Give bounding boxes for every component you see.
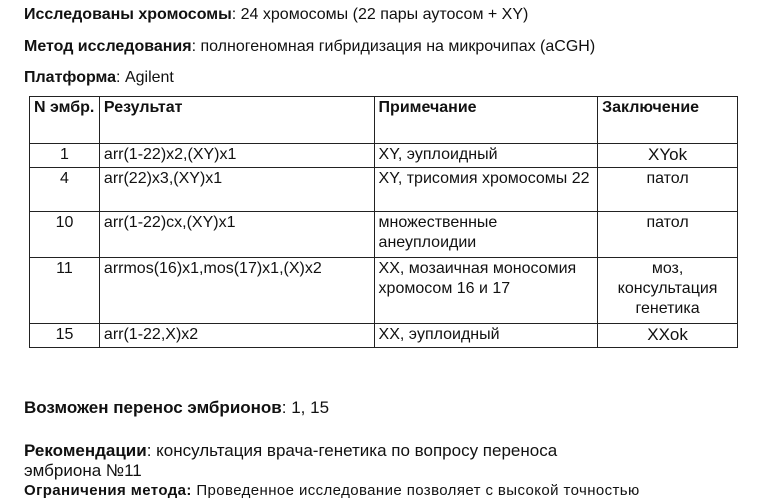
cell-conclusion: XXok bbox=[598, 324, 738, 348]
table-row bbox=[30, 324, 738, 348]
recommendations-value: : консультация врача-генетика по вопросу переноса bbox=[146, 441, 558, 460]
cell-n: 4 bbox=[30, 168, 100, 212]
recommendations-line bbox=[24, 441, 557, 461]
limitations-label: Ограничения метода: bbox=[24, 482, 192, 499]
cell-result: arr(22)x3,(XY)x1 bbox=[99, 168, 374, 212]
recommendations-line-2 bbox=[24, 461, 142, 481]
cell-result: arr(1-22)cx,(XY)x1 bbox=[99, 212, 374, 258]
studied-label: Исследованы хромосомы bbox=[24, 6, 232, 23]
method-value: : полногеномная гибридизация на микрочипах (aCGH) bbox=[191, 38, 596, 55]
cell-n: 10 bbox=[30, 212, 100, 258]
cell-conclusion: патол bbox=[598, 212, 738, 258]
table-row bbox=[30, 144, 738, 168]
col-header-note: Примечание bbox=[374, 97, 598, 144]
cell-note: XX, эуплоидный bbox=[374, 324, 598, 348]
platform-label: Платформа bbox=[24, 69, 117, 86]
method-line bbox=[24, 38, 595, 56]
cell-conclusion: патол bbox=[598, 168, 738, 212]
cell-note: XX, мозаичная моносомия хромосом 16 и 17 bbox=[374, 258, 598, 324]
cell-n: 11 bbox=[30, 258, 100, 324]
studied-value: : 24 хромосомы (22 пары аутосом + XY) bbox=[231, 6, 529, 23]
cell-note: XY, эуплоидный bbox=[374, 144, 598, 168]
transfer-line bbox=[24, 398, 329, 418]
cell-n: 1 bbox=[30, 144, 100, 168]
transfer-value: : 1, 15 bbox=[281, 398, 330, 417]
results-table bbox=[29, 96, 738, 348]
col-header-conclusion: Заключение bbox=[598, 97, 738, 144]
recommendations-label: Рекомендации bbox=[24, 441, 147, 460]
table-row bbox=[30, 168, 738, 212]
platform-value: : Agilent bbox=[116, 69, 174, 86]
table-row bbox=[30, 258, 738, 324]
cell-result: arr(1-22,X)x2 bbox=[99, 324, 374, 348]
transfer-label: Возможен перенос эмбрионов bbox=[24, 398, 282, 417]
col-header-result: Результат bbox=[99, 97, 374, 144]
cell-note: множественные анеуплоидии bbox=[374, 212, 598, 258]
studied-line bbox=[24, 6, 528, 24]
limitations-value: Проведенное исследование позволяет с высокой точностью bbox=[191, 482, 640, 499]
cell-note: XY, трисомия хромосомы 22 bbox=[374, 168, 598, 212]
cell-result: arr(1-22)x2,(XY)x1 bbox=[99, 144, 374, 168]
cell-conclusion: XYok bbox=[598, 144, 738, 168]
limitations-line bbox=[24, 482, 640, 499]
cell-result: arrmos(16)x1,mos(17)x1,(X)x2 bbox=[99, 258, 374, 324]
cell-n: 15 bbox=[30, 324, 100, 348]
table-row bbox=[30, 212, 738, 258]
method-label: Метод исследования bbox=[24, 38, 192, 55]
table-header-row bbox=[30, 97, 738, 144]
platform-line bbox=[24, 69, 174, 87]
cell-conclusion: моз, консультация генетика bbox=[598, 258, 738, 324]
col-header-n: N эмбр. bbox=[30, 97, 100, 144]
recommendations-value-2: эмбриона №11 bbox=[24, 461, 142, 480]
